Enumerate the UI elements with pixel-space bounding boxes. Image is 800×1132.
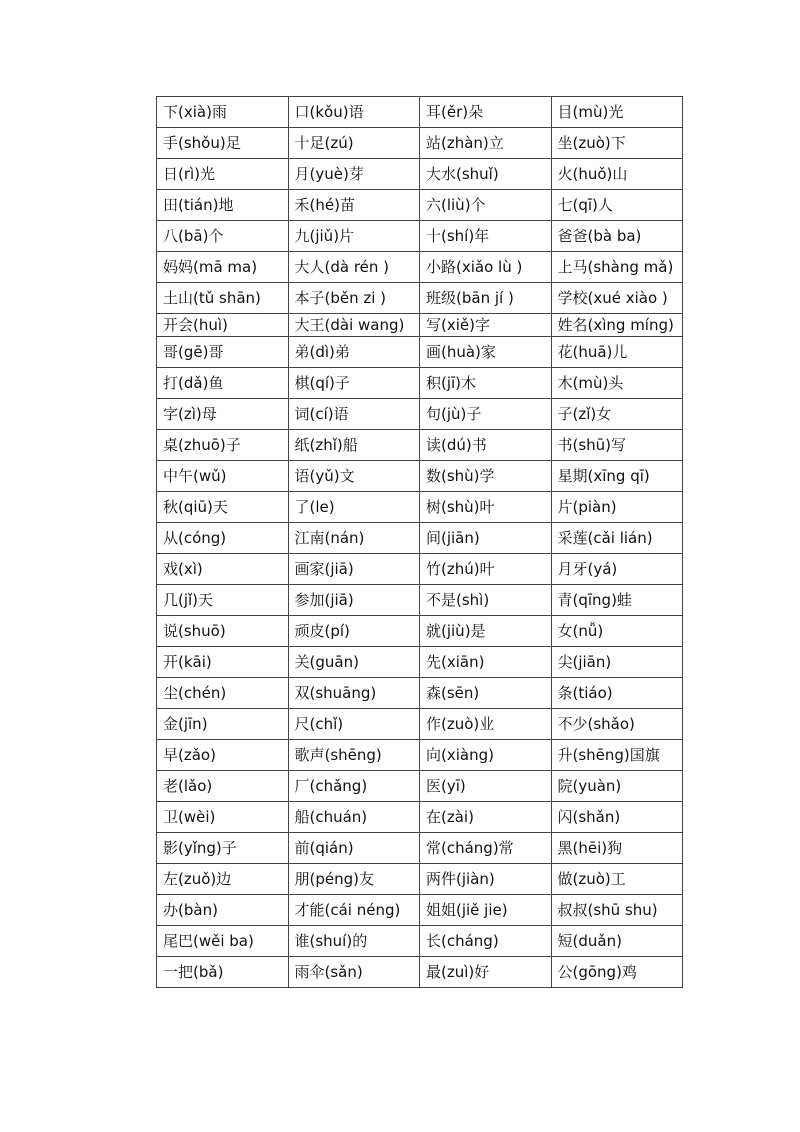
table-row — [157, 159, 683, 190]
vocab-cell: 一把(bǎ) — [157, 957, 289, 988]
vocab-cell: 厂(chǎng) — [288, 771, 420, 802]
vocab-cell: 女(nǚ) — [551, 616, 683, 647]
vocab-cell: 前(qián) — [288, 833, 420, 864]
vocab-cell: 做(zuò)工 — [551, 864, 683, 895]
vocab-cell: 火(huǒ)山 — [551, 159, 683, 190]
vocab-cell: 十(shí)年 — [420, 221, 552, 252]
table-row — [157, 252, 683, 283]
vocab-cell: 左(zuǒ)边 — [157, 864, 289, 895]
vocab-cell: 学校(xué xiào ) — [551, 283, 683, 314]
table-row — [157, 802, 683, 833]
vocab-cell: 口(kǒu)语 — [288, 97, 420, 128]
vocab-cell: 班级(bān jí ) — [420, 283, 552, 314]
vocab-cell: 大王(dài wang) — [288, 314, 420, 337]
vocab-cell: 就(jiù)是 — [420, 616, 552, 647]
table-row — [157, 709, 683, 740]
table-row — [157, 399, 683, 430]
vocab-cell: 画家(jiā) — [288, 554, 420, 585]
vocab-cell: 大人(dà rén ) — [288, 252, 420, 283]
table-row — [157, 616, 683, 647]
vocab-cell: 金(jīn) — [157, 709, 289, 740]
table-row — [157, 926, 683, 957]
table-row — [157, 314, 683, 337]
vocab-cell: 从(cóng) — [157, 523, 289, 554]
vocab-cell: 中午(wǔ) — [157, 461, 289, 492]
vocab-cell: 常(cháng)常 — [420, 833, 552, 864]
vocab-cell: 句(jù)子 — [420, 399, 552, 430]
vocab-cell: 十足(zú) — [288, 128, 420, 159]
table-row — [157, 128, 683, 159]
vocab-cell: 棋(qí)子 — [288, 368, 420, 399]
vocabulary-table-body — [157, 97, 683, 988]
vocab-cell: 土山(tǔ shān) — [157, 283, 289, 314]
vocab-cell: 小路(xiǎo lù ) — [420, 252, 552, 283]
vocab-cell: 下(xià)雨 — [157, 97, 289, 128]
table-row — [157, 368, 683, 399]
vocab-cell: 七(qī)人 — [551, 190, 683, 221]
table-row — [157, 461, 683, 492]
table-row — [157, 430, 683, 461]
vocab-cell: 森(sēn) — [420, 678, 552, 709]
table-row — [157, 492, 683, 523]
vocab-cell: 歌声(shēng) — [288, 740, 420, 771]
table-row — [157, 337, 683, 368]
vocab-cell: 木(mù)头 — [551, 368, 683, 399]
vocabulary-table — [156, 96, 683, 988]
table-row — [157, 678, 683, 709]
vocab-cell: 采莲(cǎi lián) — [551, 523, 683, 554]
vocab-cell: 作(zuò)业 — [420, 709, 552, 740]
vocab-cell: 子(zǐ)女 — [551, 399, 683, 430]
table-row — [157, 190, 683, 221]
vocab-cell: 先(xiān) — [420, 647, 552, 678]
vocab-cell: 谁(shuí)的 — [288, 926, 420, 957]
vocab-cell: 江南(nán) — [288, 523, 420, 554]
vocab-cell: 向(xiàng) — [420, 740, 552, 771]
vocab-cell: 开会(huì) — [157, 314, 289, 337]
vocab-cell: 爸爸(bà ba) — [551, 221, 683, 252]
vocab-cell: 打(dǎ)鱼 — [157, 368, 289, 399]
vocab-cell: 耳(ěr)朵 — [420, 97, 552, 128]
vocab-cell: 升(shēng)国旗 — [551, 740, 683, 771]
vocab-cell: 本子(běn zi ) — [288, 283, 420, 314]
vocab-cell: 长(cháng) — [420, 926, 552, 957]
vocab-cell: 短(duǎn) — [551, 926, 683, 957]
vocab-cell: 手(shǒu)足 — [157, 128, 289, 159]
vocab-cell: 尺(chǐ) — [288, 709, 420, 740]
vocab-cell: 写(xiě)字 — [420, 314, 552, 337]
vocab-cell: 院(yuàn) — [551, 771, 683, 802]
vocab-cell: 禾(hé)苗 — [288, 190, 420, 221]
vocab-cell: 六(liù)个 — [420, 190, 552, 221]
table-row — [157, 895, 683, 926]
vocab-cell: 月牙(yá) — [551, 554, 683, 585]
vocab-cell: 星期(xīng qī) — [551, 461, 683, 492]
vocab-cell: 参加(jiā) — [288, 585, 420, 616]
vocab-cell: 了(le) — [288, 492, 420, 523]
vocab-cell: 弟(dì)弟 — [288, 337, 420, 368]
table-row — [157, 283, 683, 314]
vocab-cell: 办(bàn) — [157, 895, 289, 926]
vocab-cell: 青(qīng)蛙 — [551, 585, 683, 616]
vocab-cell: 读(dú)书 — [420, 430, 552, 461]
table-row — [157, 957, 683, 988]
vocab-cell: 顽皮(pí) — [288, 616, 420, 647]
vocab-cell: 大水(shuǐ) — [420, 159, 552, 190]
vocab-cell: 站(zhàn)立 — [420, 128, 552, 159]
vocab-cell: 老(lǎo) — [157, 771, 289, 802]
vocab-cell: 姐姐(jiě jie) — [420, 895, 552, 926]
vocab-cell: 朋(péng)友 — [288, 864, 420, 895]
vocab-cell: 字(zì)母 — [157, 399, 289, 430]
vocab-cell: 影(yǐng)子 — [157, 833, 289, 864]
vocab-cell: 竹(zhú)叶 — [420, 554, 552, 585]
vocab-cell: 在(zài) — [420, 802, 552, 833]
vocab-cell: 片(piàn) — [551, 492, 683, 523]
vocab-cell: 几(jǐ)天 — [157, 585, 289, 616]
vocab-cell: 最(zuì)好 — [420, 957, 552, 988]
vocab-cell: 才能(cái néng) — [288, 895, 420, 926]
vocab-cell: 坐(zuò)下 — [551, 128, 683, 159]
table-row — [157, 740, 683, 771]
vocab-cell: 田(tián)地 — [157, 190, 289, 221]
vocab-cell: 尘(chén) — [157, 678, 289, 709]
vocab-cell: 秋(qiū)天 — [157, 492, 289, 523]
vocab-cell: 不少(shǎo) — [551, 709, 683, 740]
vocab-cell: 医(yī) — [420, 771, 552, 802]
vocab-cell: 书(shū)写 — [551, 430, 683, 461]
vocab-cell: 公(gōng)鸡 — [551, 957, 683, 988]
vocab-cell: 目(mù)光 — [551, 97, 683, 128]
vocab-cell: 上马(shàng mǎ) — [551, 252, 683, 283]
vocab-cell: 雨伞(sǎn) — [288, 957, 420, 988]
vocab-cell: 双(shuāng) — [288, 678, 420, 709]
vocab-cell: 条(tiáo) — [551, 678, 683, 709]
table-row — [157, 97, 683, 128]
vocab-cell: 卫(wèi) — [157, 802, 289, 833]
vocab-cell: 黑(hēi)狗 — [551, 833, 683, 864]
table-row — [157, 554, 683, 585]
table-row — [157, 221, 683, 252]
table-row — [157, 647, 683, 678]
vocab-cell: 树(shù)叶 — [420, 492, 552, 523]
vocab-cell: 叔叔(shū shu) — [551, 895, 683, 926]
vocab-cell: 早(zǎo) — [157, 740, 289, 771]
table-row — [157, 585, 683, 616]
table-row — [157, 833, 683, 864]
vocab-cell: 桌(zhuō)子 — [157, 430, 289, 461]
vocab-cell: 开(kāi) — [157, 647, 289, 678]
vocab-cell: 词(cí)语 — [288, 399, 420, 430]
table-row — [157, 864, 683, 895]
vocab-cell: 月(yuè)芽 — [288, 159, 420, 190]
vocab-cell: 纸(zhǐ)船 — [288, 430, 420, 461]
vocab-cell: 九(jiǔ)片 — [288, 221, 420, 252]
vocab-cell: 关(guān) — [288, 647, 420, 678]
vocab-cell: 积(jī)木 — [420, 368, 552, 399]
vocab-cell: 说(shuō) — [157, 616, 289, 647]
vocab-cell: 数(shù)学 — [420, 461, 552, 492]
vocab-cell: 闪(shǎn) — [551, 802, 683, 833]
vocab-cell: 姓名(xìng míng) — [551, 314, 683, 337]
vocab-cell: 不是(shì) — [420, 585, 552, 616]
vocab-cell: 两件(jiàn) — [420, 864, 552, 895]
vocab-cell: 花(huā)儿 — [551, 337, 683, 368]
vocab-cell: 尖(jiān) — [551, 647, 683, 678]
vocab-cell: 间(jiān) — [420, 523, 552, 554]
table-row — [157, 523, 683, 554]
vocab-cell: 船(chuán) — [288, 802, 420, 833]
vocab-cell: 语(yǔ)文 — [288, 461, 420, 492]
vocab-cell: 八(bā)个 — [157, 221, 289, 252]
vocab-cell: 尾巴(wěi ba) — [157, 926, 289, 957]
vocab-cell: 日(rì)光 — [157, 159, 289, 190]
vocab-cell: 画(huà)家 — [420, 337, 552, 368]
vocab-cell: 妈妈(mā ma) — [157, 252, 289, 283]
vocab-cell: 哥(gē)哥 — [157, 337, 289, 368]
table-row — [157, 771, 683, 802]
vocab-cell: 戏(xì) — [157, 554, 289, 585]
